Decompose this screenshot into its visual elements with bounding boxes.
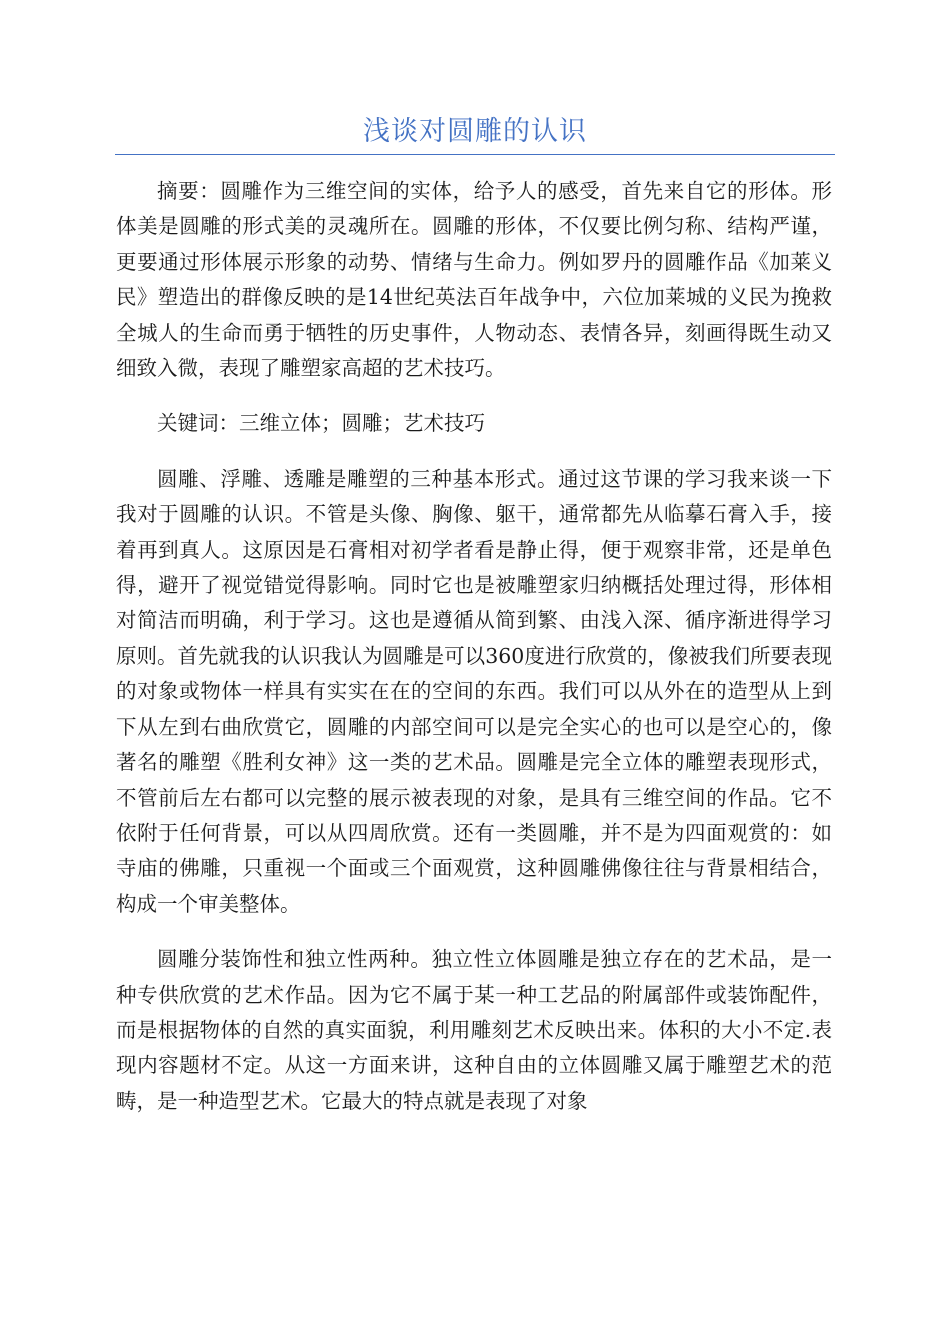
keywords-paragraph: 关键词：三维立体；圆雕；艺术技巧 bbox=[157, 411, 485, 436]
body-paragraph: 圆雕分装饰性和独立性两种。独立性立体圆雕是独立存在的艺术品，是一种专供欣赏的艺术作品。因为它不属于某一种工艺品的附属部件或装饰配件，而是根据物体的自然的真实面貌，利用雕刻艺术反映出来。体积的大小不定.表现内容题材不定。从这一方面来讲，这种自由的立体圆雕又属于雕塑艺术的范畴，是一种造型艺术。它最大的特点就是表现了对象 bbox=[116, 947, 832, 1113]
page-title: 浅谈对圆雕的认识 bbox=[363, 116, 587, 147]
body-paragraph: 圆雕、浮雕、透雕是雕塑的三种基本形式。通过这节课的学习我来谈一下我对于圆雕的认识。不管是头像、胸像、躯干，通常都先从临摹石膏入手，接着再到真人。这原因是石膏相对初学者看是静止得，便于观察非常，还是单色得，避开了视觉错觉得影响。同时它也是被雕塑家归纳概括处理过得，形体相对简洁而明确，利于学习。这也是遵循从简到繁、由浅入深、循序渐进得学习原则。首先就我的认识我认为圆雕是可以360度进行欣赏的，像被我们所要表现的对象或物体一样具有实实在在的空间的东西。我们可以从外在的造型从上到下从左到右曲欣赏它，圆雕的内部空间可以是完全实心的也可以是空心的，像著名的雕塑《胜利女神》这一类的艺术品。圆雕是完全立体的雕塑表现形式，不管前后左右都可以完整的展示被表现的对象，是具有三维空间的作品。它不依附于任何背景，可以从四周欣赏。还有一类圆雕，并不是为四面观赏的：如寺庙的佛雕，只重视一个面或三个面观赏，这种圆雕佛像往往与背景相结合，构成一个审美整体。 bbox=[116, 466, 832, 916]
title-underline bbox=[115, 154, 835, 155]
document-body bbox=[116, 174, 832, 1119]
abstract-paragraph: 摘要：圆雕作为三维空间的实体，给予人的感受，首先来自它的形体。形体美是圆雕的形式美的灵魂所在。圆雕的形体，不仅要比例匀称、结构严谨，更要通过形体展示形象的动势、情绪与生命力。例如罗丹的圆雕作品《加莱义民》塑造出的群像反映的是14世纪英法百年战争中，六位加莱城的义民为挽救全城人的生命而勇于牺牲的历史事件，人物动态、表情各异，刻画得既生动又细致入微，表现了雕塑家高超的艺术技巧。 bbox=[116, 179, 832, 381]
